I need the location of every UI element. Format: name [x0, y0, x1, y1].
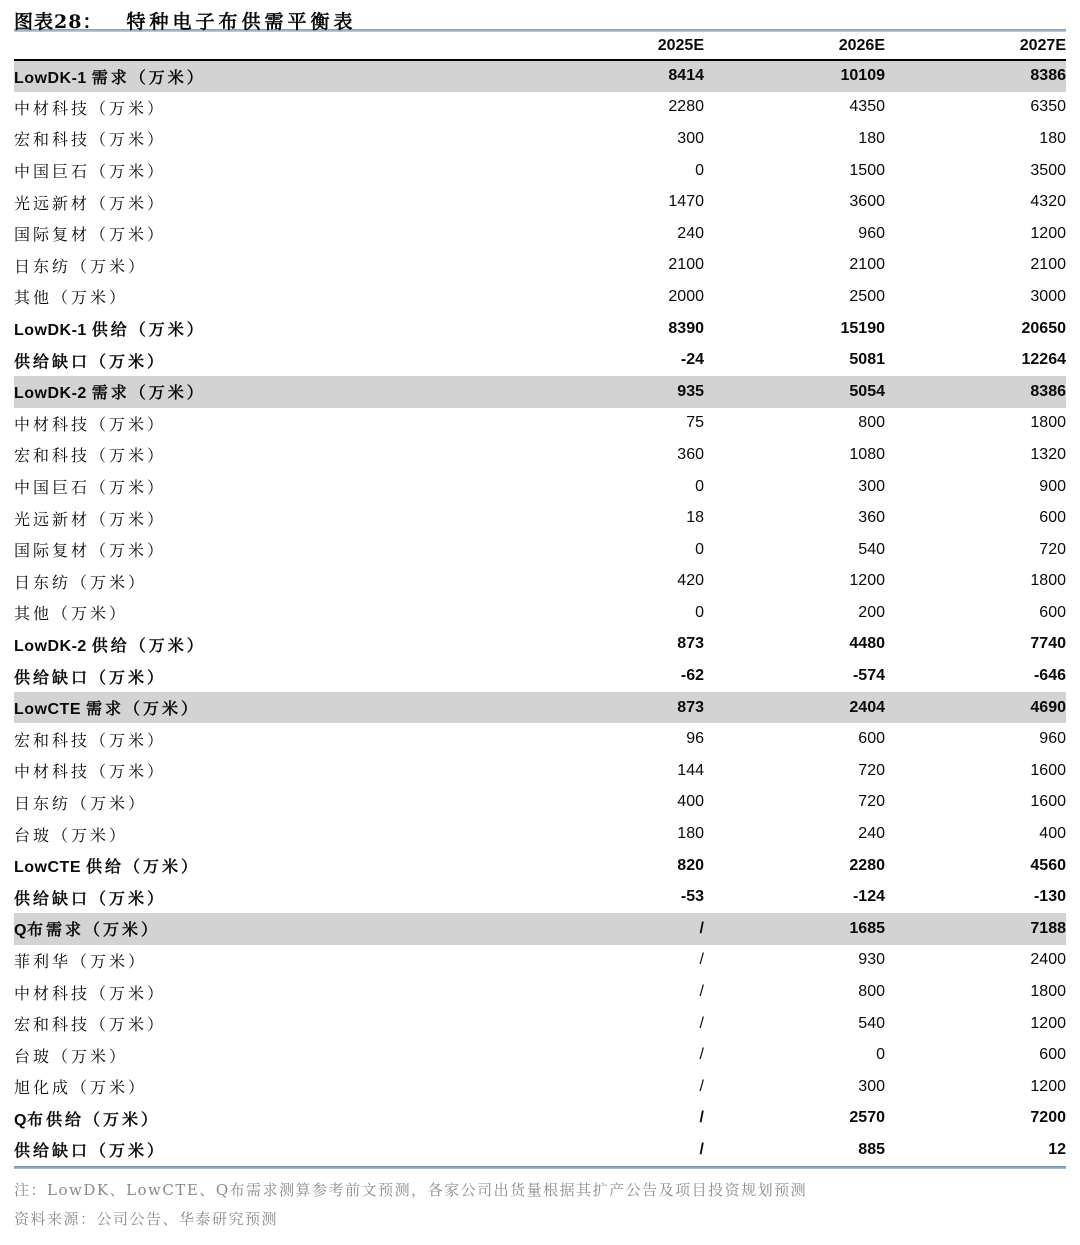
row-value: -124 [852, 888, 885, 906]
row-value: 200 [858, 603, 885, 621]
table-row [14, 60, 1066, 92]
row-value: 4690 [885, 692, 1066, 724]
row-value: 600 [1039, 603, 1066, 621]
row-value: 2100 [668, 256, 704, 274]
row-value: 935 [523, 376, 704, 408]
row-value: 1200 [1030, 1014, 1066, 1032]
row-value: 1320 [1030, 445, 1066, 463]
row-value: 1800 [1030, 414, 1066, 432]
table-row [14, 92, 1066, 124]
row-label-latin: LowCTE [14, 701, 86, 719]
table-row [14, 408, 1066, 440]
row-label: 中材科技（万米） [14, 98, 167, 118]
row-label: 宏和科技（万米） [14, 1015, 167, 1035]
row-value: 300 [677, 129, 704, 147]
row-label-latin: LowDK-1 [14, 322, 92, 340]
row-value: 1685 [704, 913, 885, 945]
row-value: -62 [680, 667, 704, 685]
row-value: 400 [677, 793, 704, 811]
row-value: 720 [858, 793, 885, 811]
row-value: 180 [1039, 129, 1066, 147]
row-value: 75 [686, 414, 704, 432]
row-value: / [699, 1014, 704, 1032]
table-bottom-border [14, 1166, 1066, 1169]
row-value: 540 [858, 1014, 885, 1032]
table-row [14, 1071, 1066, 1103]
row-value: 6350 [1030, 98, 1066, 116]
row-label: LowCTE 供给（万米） [14, 857, 200, 877]
row-value: 180 [677, 825, 704, 843]
row-label: 宏和科技（万米） [14, 446, 167, 466]
row-label-latin: LowDK-2 [14, 385, 92, 403]
row-value: 600 [858, 730, 885, 748]
table-body [14, 60, 1066, 1166]
column-header-2027e: 2027E [1019, 37, 1066, 54]
row-value: -24 [680, 351, 704, 369]
row-value: / [699, 1140, 704, 1158]
row-label: 台玻（万米） [14, 825, 129, 845]
exhibit-title-text: 特种电子布供需平衡表 [126, 11, 357, 33]
row-value: 0 [695, 603, 704, 621]
row-label: 中国巨石（万米） [14, 478, 167, 498]
table-row [14, 281, 1066, 313]
table-row [14, 439, 1066, 471]
row-label: 日东纺（万米） [14, 256, 148, 276]
row-label-latin: LowDK-1 [14, 69, 92, 87]
row-value: 240 [677, 224, 704, 242]
row-value: 720 [858, 761, 885, 779]
row-value: 8386 [885, 60, 1066, 92]
row-value: 1800 [1030, 572, 1066, 590]
row-value: 1800 [1030, 983, 1066, 1001]
row-label: 供给缺口（万米） [14, 888, 167, 908]
row-value: -53 [680, 888, 704, 906]
row-label: LowDK-1 需求（万米） [14, 60, 523, 92]
footnotes [14, 1176, 1066, 1234]
table-row [14, 502, 1066, 534]
table-row [14, 566, 1066, 598]
row-value: 8390 [668, 319, 704, 337]
row-value: 0 [876, 1046, 885, 1064]
row-value: 5054 [704, 376, 885, 408]
table-row [14, 313, 1066, 345]
row-value: 7188 [885, 913, 1066, 945]
table-row [14, 1134, 1066, 1166]
row-value: 18 [686, 509, 704, 527]
row-value: 0 [695, 161, 704, 179]
table-row [14, 186, 1066, 218]
row-value: 2400 [1030, 951, 1066, 969]
row-value: 2404 [704, 692, 885, 724]
row-value: / [699, 983, 704, 1001]
row-label: 供给缺口（万米） [14, 351, 167, 371]
row-value: 0 [695, 477, 704, 495]
row-value: 12 [1048, 1140, 1066, 1158]
row-value: / [523, 913, 704, 945]
row-value: 7200 [1030, 1109, 1066, 1127]
row-value: 10109 [704, 60, 885, 92]
row-value: 2500 [849, 287, 885, 305]
row-label: 中材科技（万米） [14, 983, 167, 1003]
row-value: 1500 [849, 161, 885, 179]
row-value: 240 [858, 825, 885, 843]
table-row [14, 597, 1066, 629]
row-value: 600 [1039, 1046, 1066, 1064]
row-value: 360 [677, 445, 704, 463]
row-label: 光远新材（万米） [14, 509, 167, 529]
row-value: 8386 [885, 376, 1066, 408]
row-value: 300 [858, 1077, 885, 1095]
row-value: 800 [858, 983, 885, 1001]
row-value: 20650 [1021, 319, 1066, 337]
row-value: 1200 [849, 572, 885, 590]
supply-demand-table [14, 33, 1066, 1166]
row-value: 1080 [849, 445, 885, 463]
row-value: 2100 [849, 256, 885, 274]
row-value: 720 [1039, 540, 1066, 558]
row-value: 820 [677, 856, 704, 874]
row-label: 其他（万米） [14, 604, 129, 624]
row-value: 0 [695, 540, 704, 558]
row-value: 2100 [1030, 256, 1066, 274]
table-row [14, 218, 1066, 250]
table-row [14, 723, 1066, 755]
row-value: 930 [858, 951, 885, 969]
row-value: 4480 [849, 635, 885, 653]
table-row [14, 250, 1066, 282]
row-value: / [699, 951, 704, 969]
row-label-latin: LowCTE [14, 859, 86, 877]
row-label: 台玻（万米） [14, 1046, 129, 1066]
table-row [14, 534, 1066, 566]
table-row [14, 660, 1066, 692]
row-value: 873 [523, 692, 704, 724]
table-row [14, 913, 1066, 945]
row-label: 宏和科技（万米） [14, 130, 167, 150]
row-value: 2570 [849, 1109, 885, 1127]
table-row [14, 818, 1066, 850]
row-value: / [699, 1109, 704, 1127]
row-label: Q布供给（万米） [14, 1109, 160, 1129]
row-label-latin: Q [14, 922, 27, 940]
row-label: 日东纺（万米） [14, 793, 148, 813]
table-row [14, 155, 1066, 187]
row-label: LowDK-2 供给（万米） [14, 635, 206, 655]
footnote-source: 资料来源：公司公告、华泰研究预测 [14, 1209, 279, 1228]
row-label: 供给缺口（万米） [14, 1141, 167, 1161]
column-header-2026e: 2026E [838, 37, 885, 54]
row-label: LowDK-2 需求（万米） [14, 376, 523, 408]
row-value: 873 [677, 635, 704, 653]
row-value: 300 [858, 477, 885, 495]
table-header-row [14, 33, 1066, 60]
row-label: 国际复材（万米） [14, 225, 167, 245]
table-row [14, 787, 1066, 819]
row-label: LowDK-1 供给（万米） [14, 320, 206, 340]
row-value: 900 [1039, 477, 1066, 495]
row-value: 3500 [1030, 161, 1066, 179]
row-value: 2280 [668, 98, 704, 116]
row-value: 960 [1039, 730, 1066, 748]
row-value: 400 [1039, 825, 1066, 843]
row-value: -646 [1033, 667, 1066, 685]
table-row [14, 976, 1066, 1008]
row-value: / [699, 1046, 704, 1064]
table-header [14, 33, 1066, 60]
table-row [14, 1103, 1066, 1135]
row-label: 日东纺（万米） [14, 572, 148, 592]
row-value: 2280 [849, 856, 885, 874]
row-value: 960 [858, 224, 885, 242]
table-row [14, 850, 1066, 882]
row-value: 600 [1039, 509, 1066, 527]
row-value: 1600 [1030, 793, 1066, 811]
row-value: 360 [858, 509, 885, 527]
row-label: 光远新材（万米） [14, 193, 167, 213]
row-value: -130 [1033, 888, 1066, 906]
row-label-latin: LowDK-2 [14, 637, 92, 655]
row-value: 1600 [1030, 761, 1066, 779]
row-value: 4350 [849, 98, 885, 116]
table-row [14, 1008, 1066, 1040]
table-row [14, 376, 1066, 408]
row-label: 中国巨石（万米） [14, 162, 167, 182]
row-label: 供给缺口（万米） [14, 667, 167, 687]
footnote-note: 注：LowDK、LowCTE、Q布需求测算参考前文预测，各家公司出货量根据其扩产公告及项目投资规划预测 [14, 1180, 808, 1199]
row-value: 8414 [523, 60, 704, 92]
table-row [14, 1039, 1066, 1071]
table-row [14, 471, 1066, 503]
row-value: 420 [677, 572, 704, 590]
row-value: 1470 [668, 193, 704, 211]
row-value: 4320 [1030, 193, 1066, 211]
row-label: 中材科技（万米） [14, 414, 167, 434]
row-label: LowCTE 需求（万米） [14, 692, 523, 724]
row-label: 国际复材（万米） [14, 541, 167, 561]
row-label: 宏和科技（万米） [14, 730, 167, 750]
row-value: 180 [858, 129, 885, 147]
row-value: 3600 [849, 193, 885, 211]
table-row [14, 881, 1066, 913]
table-row [14, 692, 1066, 724]
row-value: 12264 [1021, 351, 1066, 369]
table-row [14, 344, 1066, 376]
exhibit-title [14, 0, 1066, 33]
row-value: -574 [852, 667, 885, 685]
column-header-2025e: 2025E [657, 37, 704, 54]
row-value: 4560 [1030, 856, 1066, 874]
row-value: 96 [686, 730, 704, 748]
row-label: 其他（万米） [14, 288, 129, 308]
row-value: 885 [858, 1140, 885, 1158]
row-value: 144 [677, 761, 704, 779]
exhibit-label: 图表28： [14, 11, 103, 33]
row-value: 7740 [1030, 635, 1066, 653]
row-label: 中材科技（万米） [14, 762, 167, 782]
row-value: 1200 [1030, 224, 1066, 242]
table-row [14, 629, 1066, 661]
row-label: 旭化成（万米） [14, 1078, 148, 1098]
row-value: 3000 [1030, 287, 1066, 305]
row-value: / [699, 1077, 704, 1095]
row-label: 菲利华（万米） [14, 951, 148, 971]
column-header-blank [14, 33, 523, 60]
row-value: 800 [858, 414, 885, 432]
row-value: 2000 [668, 287, 704, 305]
row-value: 5081 [849, 351, 885, 369]
row-label-latin: Q [14, 1111, 27, 1129]
row-value: 1200 [1030, 1077, 1066, 1095]
table-row [14, 755, 1066, 787]
row-value: 15190 [840, 319, 885, 337]
table-row [14, 123, 1066, 155]
row-label: Q布需求（万米） [14, 913, 523, 945]
row-value: 540 [858, 540, 885, 558]
table-row [14, 945, 1066, 977]
